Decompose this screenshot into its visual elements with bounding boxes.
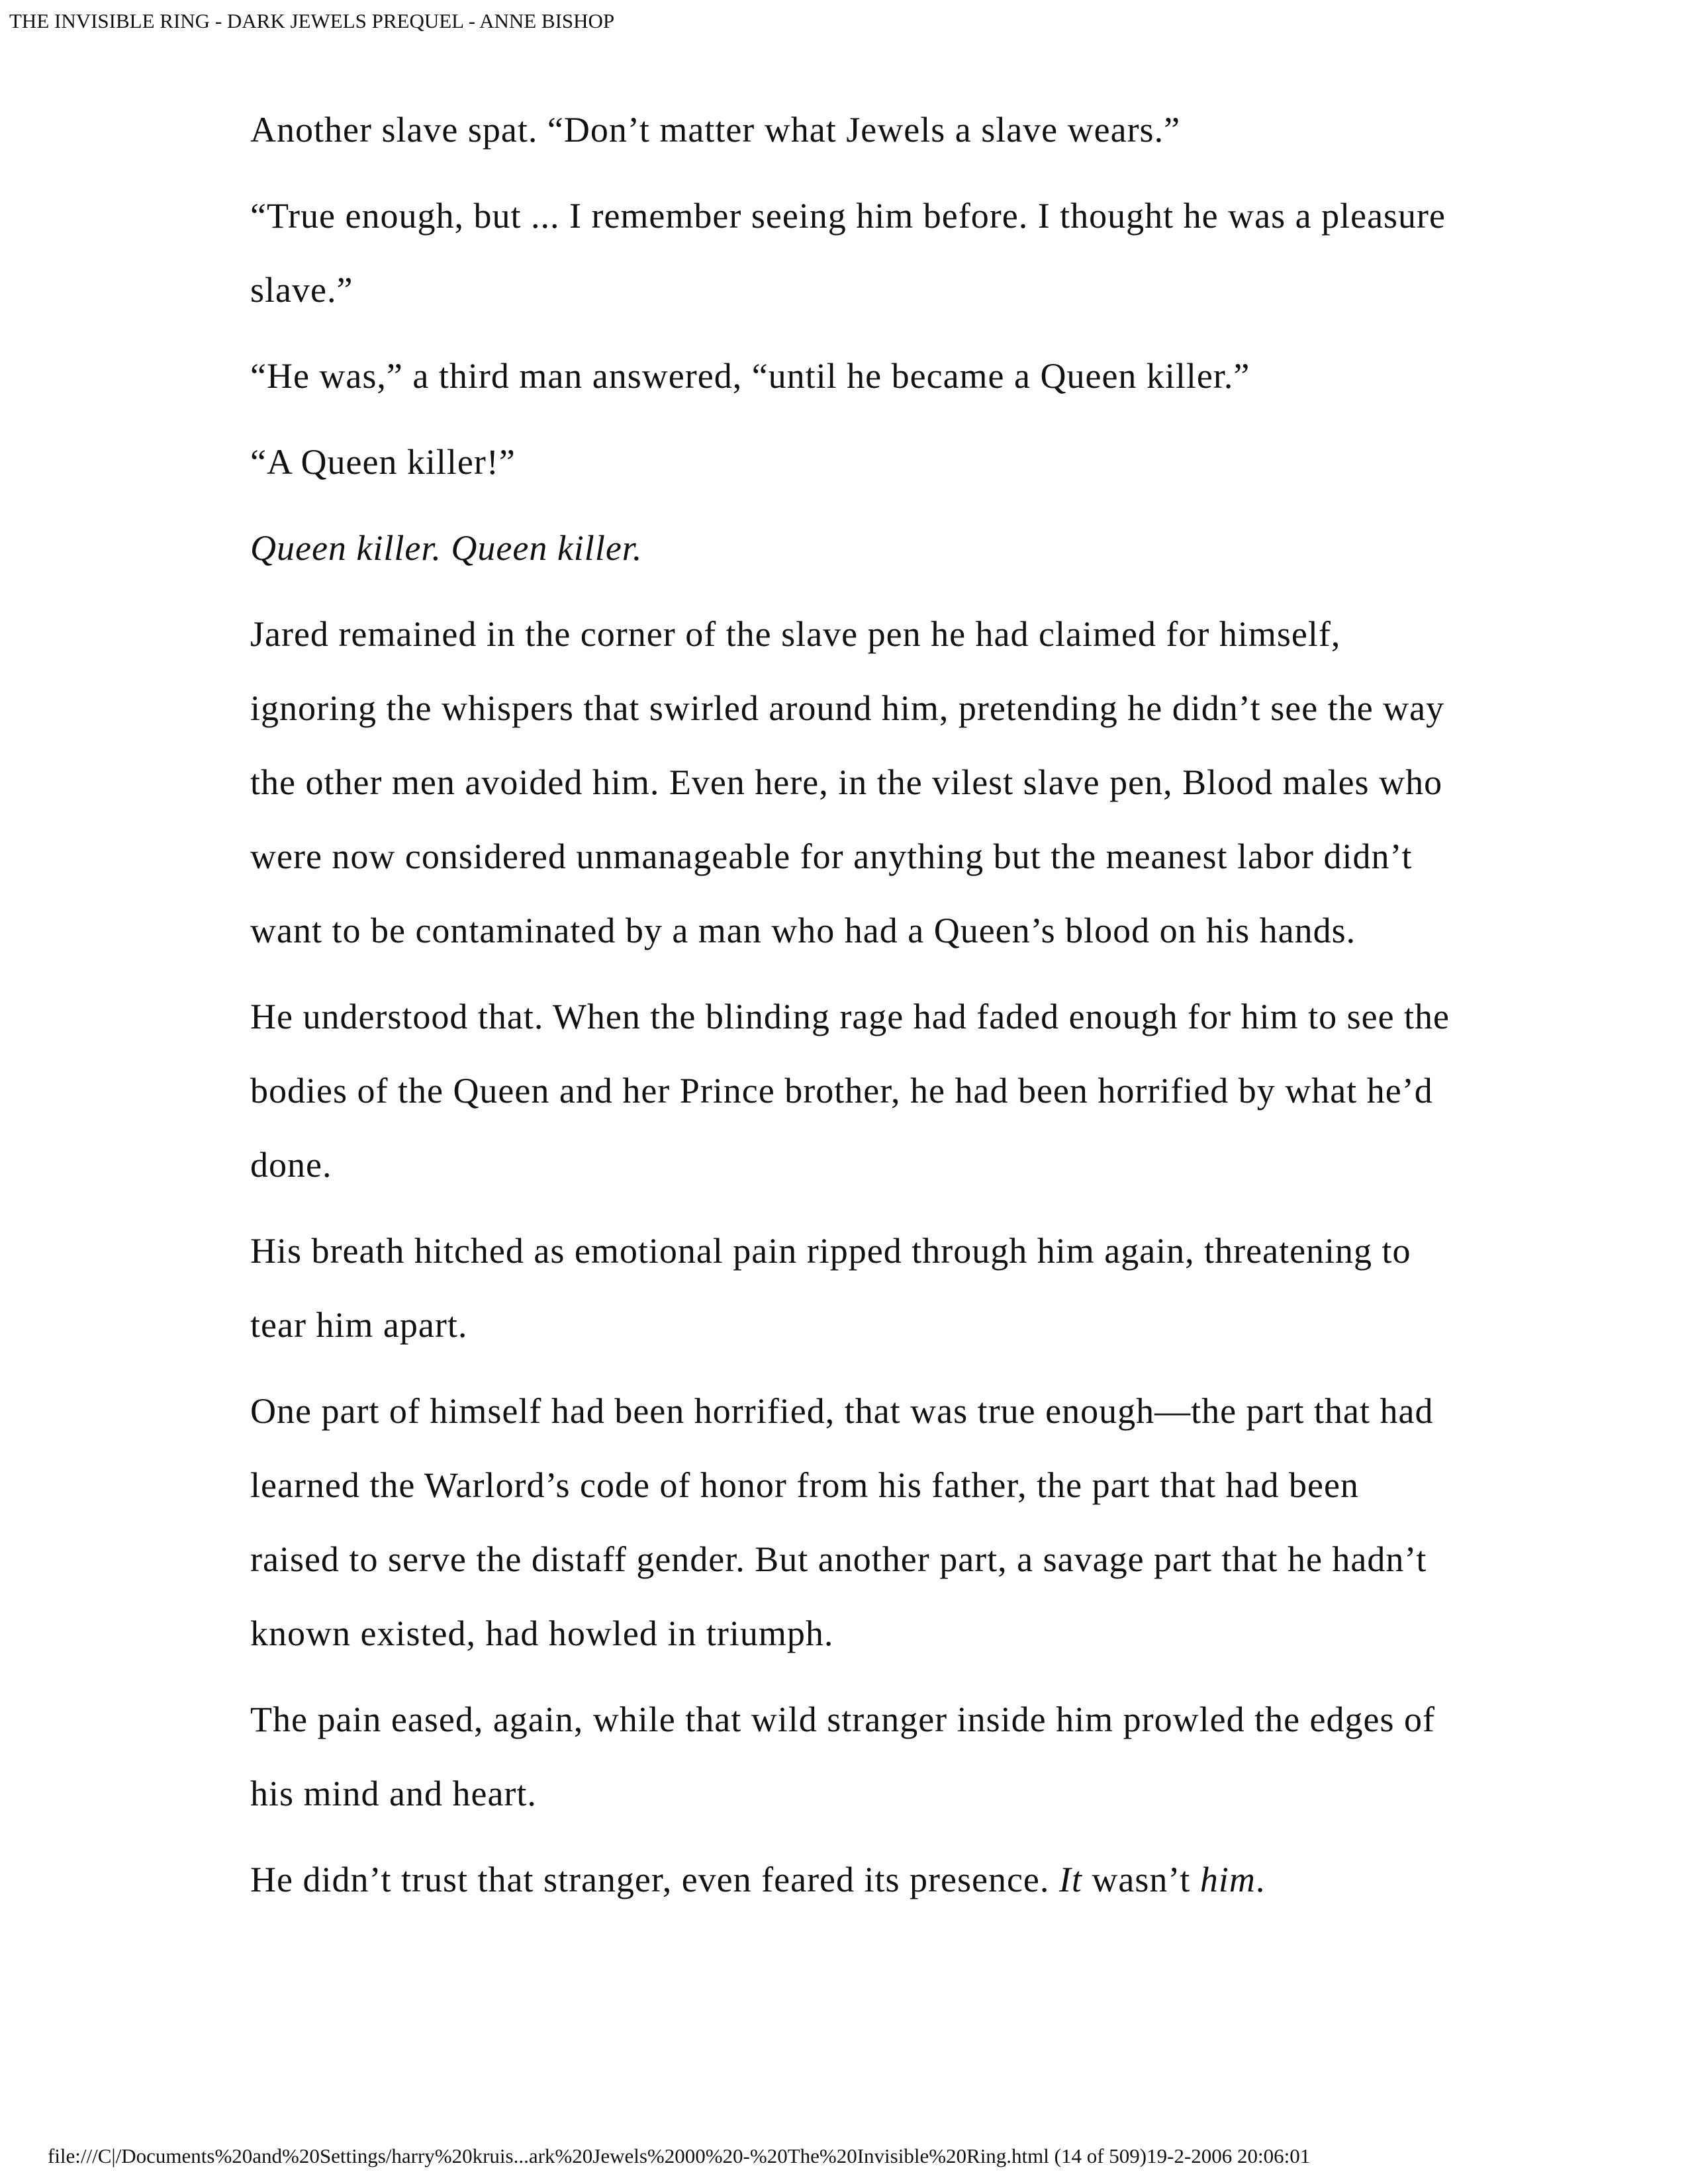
paragraph: “A Queen killer!” (250, 442, 516, 482)
emphasis-text: It (1058, 1860, 1082, 1899)
paragraph (250, 1843, 1455, 1917)
text-run: He didn’t trust that stranger, even feared its presence. (250, 1860, 1059, 1899)
paragraph: Another slave spat. “Don’t matter what Jewels a slave wears.” (250, 110, 1181, 150)
paragraph: Jared remained in the corner of the slave pen he had claimed for himself, ignoring the whispers that swirled around him, pretending he didn’t see the way the other men avoided him. Even here, in the vilest slave pen, Blood males who were now considered unmanageable for anything but the meanest labor didn’t want to be contaminated by a man who had a Queen’s blood on his hands. (250, 614, 1445, 950)
paragraph: “True enough, but ... I remember seeing him before. I thought he was a pleasure slave.” (250, 196, 1446, 310)
paragraph: His breath hitched as emotional pain ripped through him again, threatening to tear him apart. (250, 1231, 1411, 1345)
paragraph: The pain eased, again, while that wild stranger inside him prowled the edges of his mind and heart. (250, 1700, 1435, 1813)
emphasis-text: him (1199, 1860, 1256, 1899)
page-footer: file:///C|/Documents%20and%20Settings/harry%20kruis...ark%20Jewels%2000%20-%20The%20Invisible%20Ring.html (14 of 509)19-2-2006 20:06:01 (48, 2144, 1311, 2167)
italic-paragraph: Queen killer. Queen killer. (250, 528, 643, 568)
page-content (250, 93, 1455, 1929)
text-run: wasn’t (1082, 1860, 1200, 1899)
text-run: . (1255, 1860, 1266, 1899)
paragraph: He understood that. When the blinding rage had faded enough for him to see the bodies of the Queen and her Prince brother, he had been horrified by what he’d done. (250, 997, 1450, 1185)
paragraph: One part of himself had been horrified, that was true enough—the part that had learned the Warlord’s code of honor from his father, the part that had been raised to serve the distaff gender. But another part, a savage part that he hadn’t known existed, had howled in triumph. (250, 1391, 1434, 1653)
paragraph: “He was,” a third man answered, “until he became a Queen killer.” (250, 356, 1250, 396)
page-header: THE INVISIBLE RING - DARK JEWELS PREQUEL - ANNE BISHOP (9, 9, 615, 32)
